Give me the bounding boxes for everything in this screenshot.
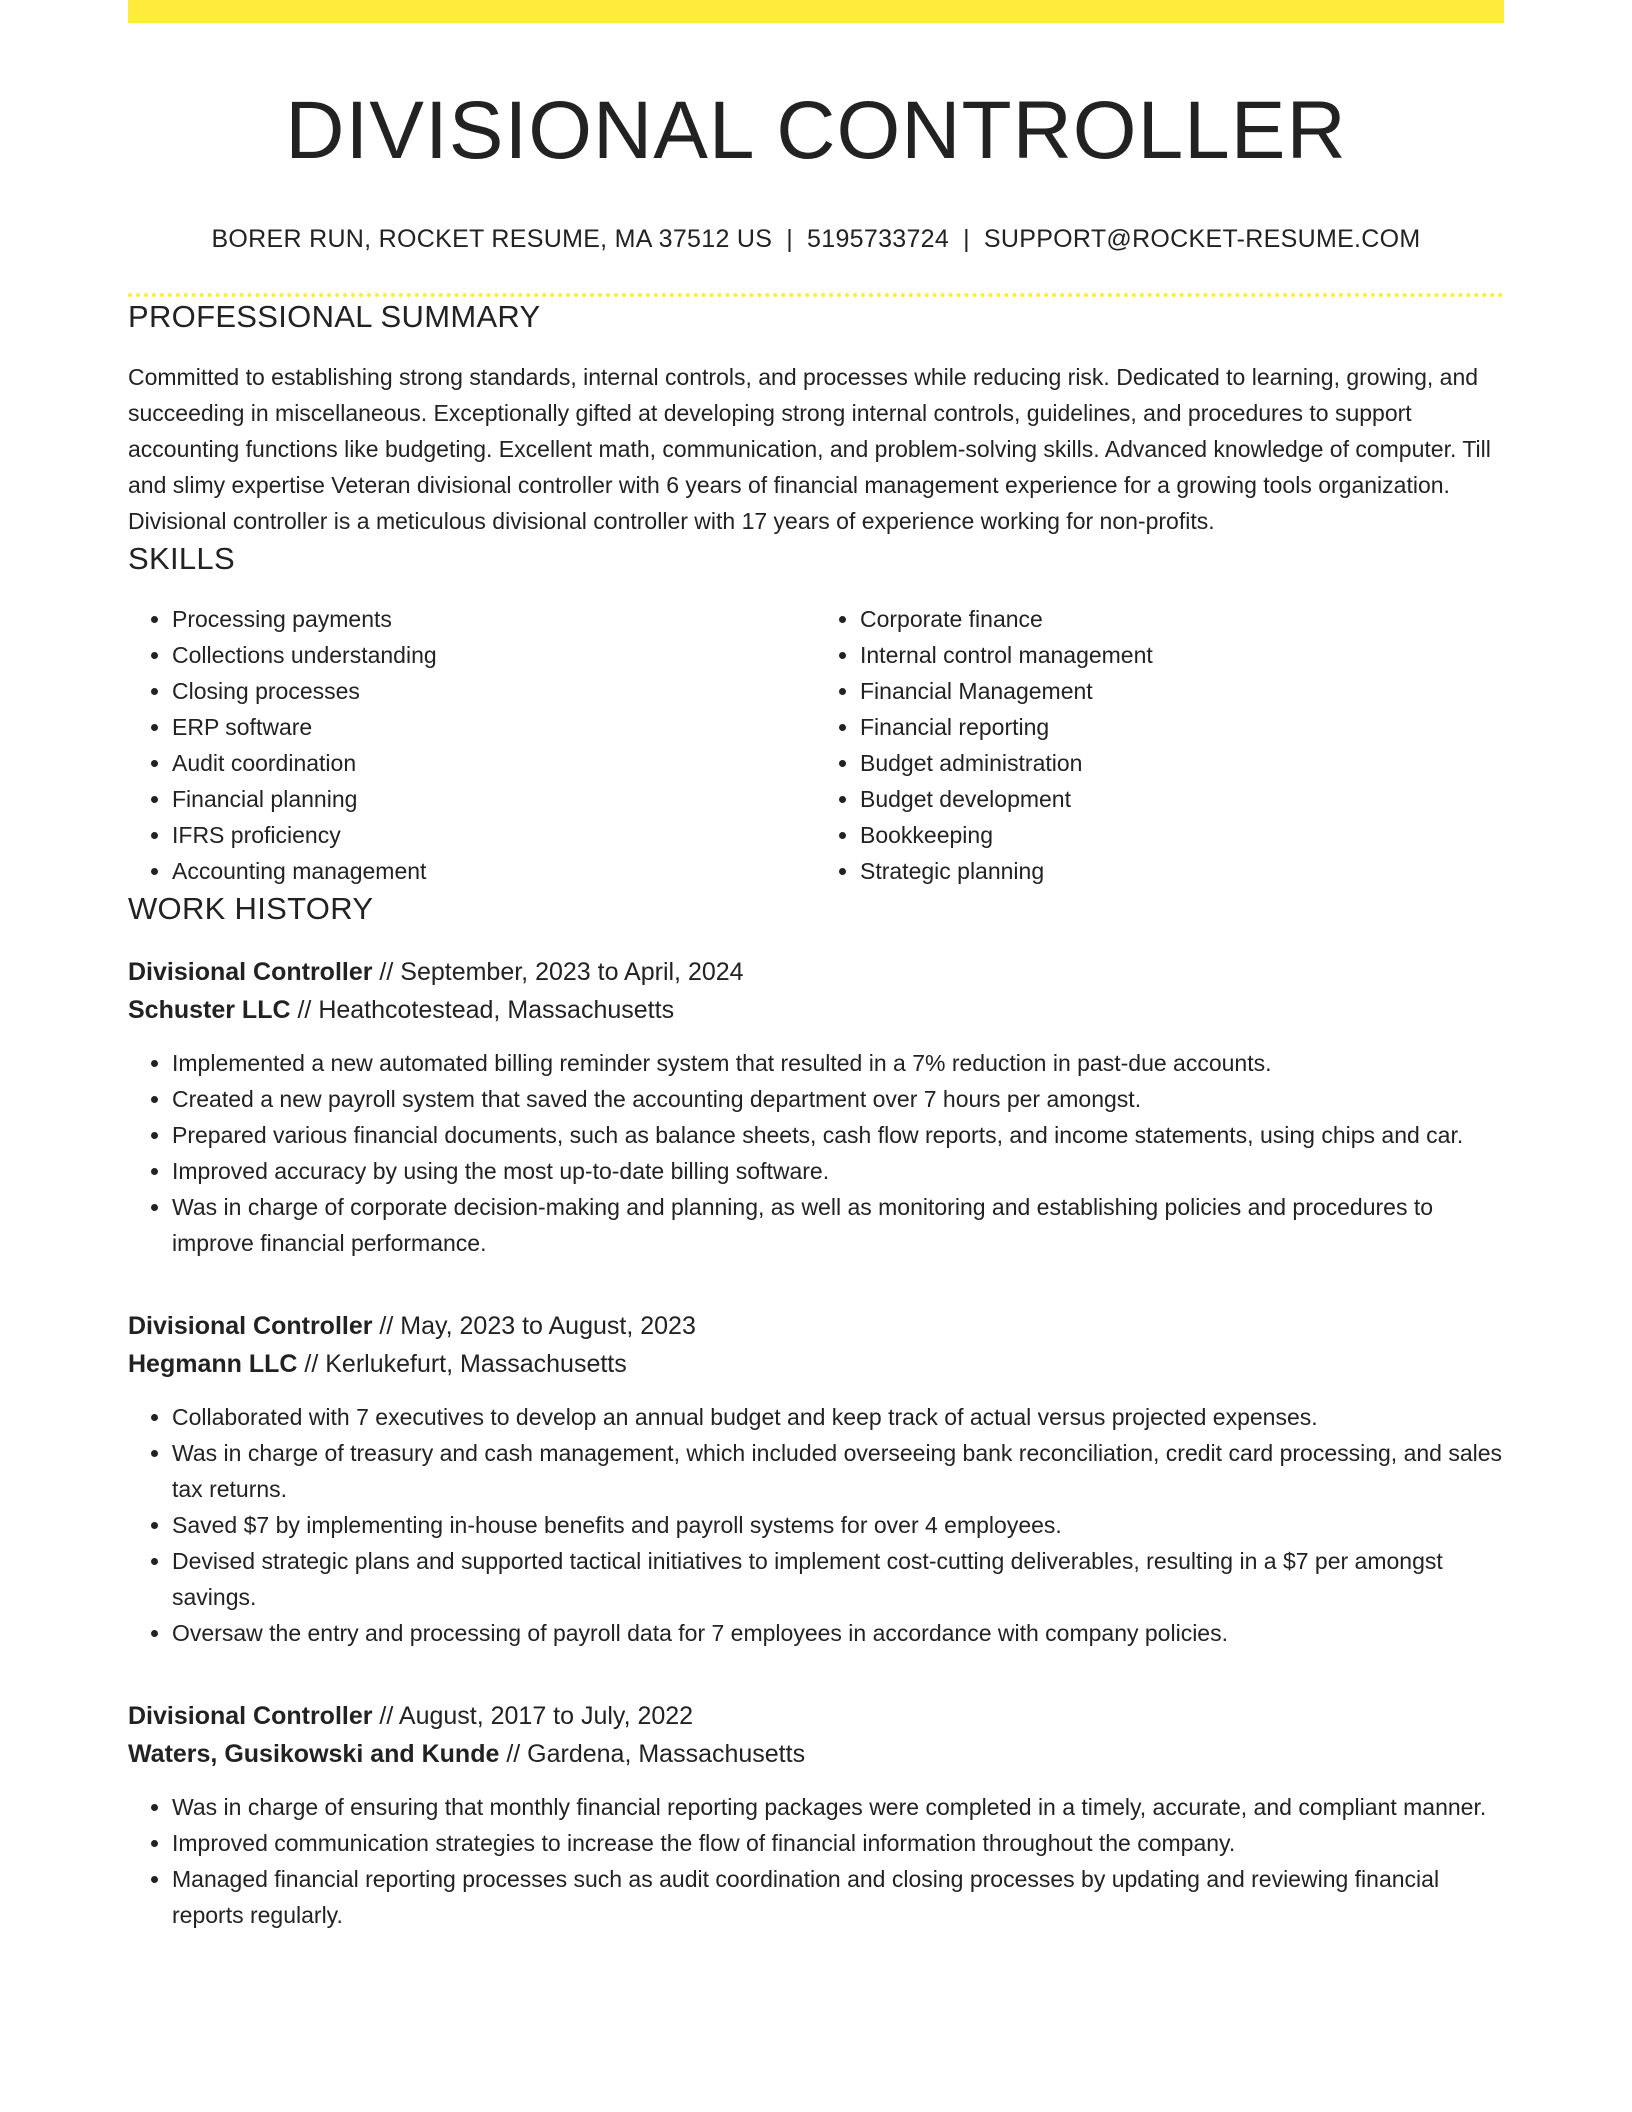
- job-entry: [128, 1307, 1504, 1651]
- skill-item: • IFRS proficiency: [172, 817, 816, 853]
- job-company: Schuster LLC: [128, 996, 291, 1024]
- skill-item: • Budget development: [860, 781, 1504, 817]
- job-location: // Heathcotestead, Massachusetts: [290, 996, 675, 1024]
- job-bullet: • Managed financial reporting processes such as audit coordination and closing processes by updating and reviewing financial reports regularly.: [172, 1861, 1504, 1933]
- job-bullets: [128, 1789, 1504, 1933]
- skills-list: [128, 601, 1504, 889]
- resume-name: DIVISIONAL CONTROLLER: [285, 85, 1347, 176]
- resume-page: [128, 0, 1504, 1933]
- job-company: Waters, Gusikowski and Kunde: [128, 1740, 500, 1768]
- job-bullet: • Collaborated with 7 executives to develop an annual budget and keep track of actual versus projected expenses.: [172, 1399, 1504, 1435]
- job-bullet: • Created a new payroll system that saved the accounting department over 7 hours per amongst.: [172, 1081, 1504, 1117]
- skills-column-left: [128, 601, 816, 889]
- job-title-line: [128, 953, 1504, 991]
- job-bullets: [128, 1399, 1504, 1651]
- skill-item: • Corporate finance: [860, 601, 1504, 637]
- job-bullet: • Was in charge of treasury and cash management, which included overseeing bank reconciliation, credit card processing, and sales tax returns.: [172, 1435, 1504, 1507]
- job-title-line: [128, 1697, 1504, 1735]
- job-bullet: • Oversaw the entry and processing of payroll data for 7 employees in accordance with company policies.: [172, 1615, 1504, 1651]
- job-bullet: • Saved $7 by implementing in-house benefits and payroll systems for over 4 employees.: [172, 1507, 1504, 1543]
- job-company-line: [128, 1345, 1504, 1383]
- job-role: Divisional Controller: [128, 958, 373, 986]
- skills-column-right: [816, 601, 1504, 889]
- skill-item: • Financial reporting: [860, 709, 1504, 745]
- work-history-heading: WORK HISTORY: [128, 891, 374, 926]
- job-company-line: [128, 991, 1504, 1029]
- job-role: Divisional Controller: [128, 1312, 373, 1340]
- contact-separator: |: [963, 225, 970, 253]
- job-dates: // September, 2023 to April, 2024: [372, 958, 744, 986]
- skill-item: • Budget administration: [860, 745, 1504, 781]
- job-bullet: • Improved accuracy by using the most up-to-date billing software.: [172, 1153, 1504, 1189]
- job-bullet: • Was in charge of ensuring that monthly financial reporting packages were completed in a timely, accurate, and compliant manner.: [172, 1789, 1504, 1825]
- job-entry: [128, 953, 1504, 1261]
- job-bullets: [128, 1045, 1504, 1261]
- skill-item: • Collections understanding: [172, 637, 816, 673]
- job-location: // Kerlukefurt, Massachusetts: [297, 1350, 627, 1378]
- contact-phone: 5195733724: [807, 225, 950, 253]
- job-bullet: • Prepared various financial documents, such as balance sheets, cash flow reports, and income statements, using chips and car.: [172, 1117, 1504, 1153]
- job-entry: [128, 1697, 1504, 1933]
- summary-heading: PROFESSIONAL SUMMARY: [128, 299, 541, 334]
- job-company-line: [128, 1735, 1504, 1773]
- job-bullet: • Devised strategic plans and supported tactical initiatives to implement cost-cutting deliverables, resulting in a $7 per amongst savings.: [172, 1543, 1504, 1615]
- summary-text: Committed to establishing strong standards, internal controls, and processes while reducing risk. Dedicated to learning, growing, and succeeding in miscellaneous. Exceptionally gifted at developing strong internal controls, guidelines, and procedures to support accounting functions like budgeting. Excellent math, communication, and problem-solving skills. Advanced knowledge of computer. Till and slimy expertise Veteran divisional controller with 6 years of financial management experience for a growing tools organization. Divisional controller is a meticulous divisional controller with 17 years of experience working for non-profits.: [128, 364, 1491, 534]
- job-location: // Gardena, Massachusetts: [499, 1740, 806, 1768]
- job-title-line: [128, 1307, 1504, 1345]
- contact-address: BORER RUN, ROCKET RESUME, MA 37512 US: [211, 225, 773, 253]
- skill-item: • Strategic planning: [860, 853, 1504, 889]
- skill-item: • ERP software: [172, 709, 816, 745]
- contact-separator: |: [786, 225, 794, 253]
- skills-heading: SKILLS: [128, 541, 235, 576]
- job-dates: // August, 2017 to July, 2022: [372, 1702, 694, 1730]
- job-company: Hegmann LLC: [128, 1350, 298, 1378]
- skill-item: • Accounting management: [172, 853, 816, 889]
- job-role: Divisional Controller: [128, 1702, 373, 1730]
- skill-item: • Internal control management: [860, 637, 1504, 673]
- accent-bar: [128, 0, 1504, 23]
- job-bullet: • Improved communication strategies to increase the flow of financial information throughout the company.: [172, 1825, 1504, 1861]
- skill-item: • Processing payments: [172, 601, 816, 637]
- skill-item: • Financial planning: [172, 781, 816, 817]
- skill-item: • Bookkeeping: [860, 817, 1504, 853]
- job-dates: // May, 2023 to August, 2023: [372, 1312, 696, 1340]
- skill-item: • Financial Management: [860, 673, 1504, 709]
- job-bullet: • Implemented a new automated billing reminder system that resulted in a 7% reduction in past-due accounts.: [172, 1045, 1504, 1081]
- job-bullet: • Was in charge of corporate decision-making and planning, as well as monitoring and establishing policies and procedures to improve financial performance.: [172, 1189, 1504, 1261]
- skill-item: • Audit coordination: [172, 745, 816, 781]
- contact-email: SUPPORT@ROCKET-RESUME.COM: [983, 225, 1421, 253]
- contact-line: [128, 223, 1504, 255]
- skill-item: • Closing processes: [172, 673, 816, 709]
